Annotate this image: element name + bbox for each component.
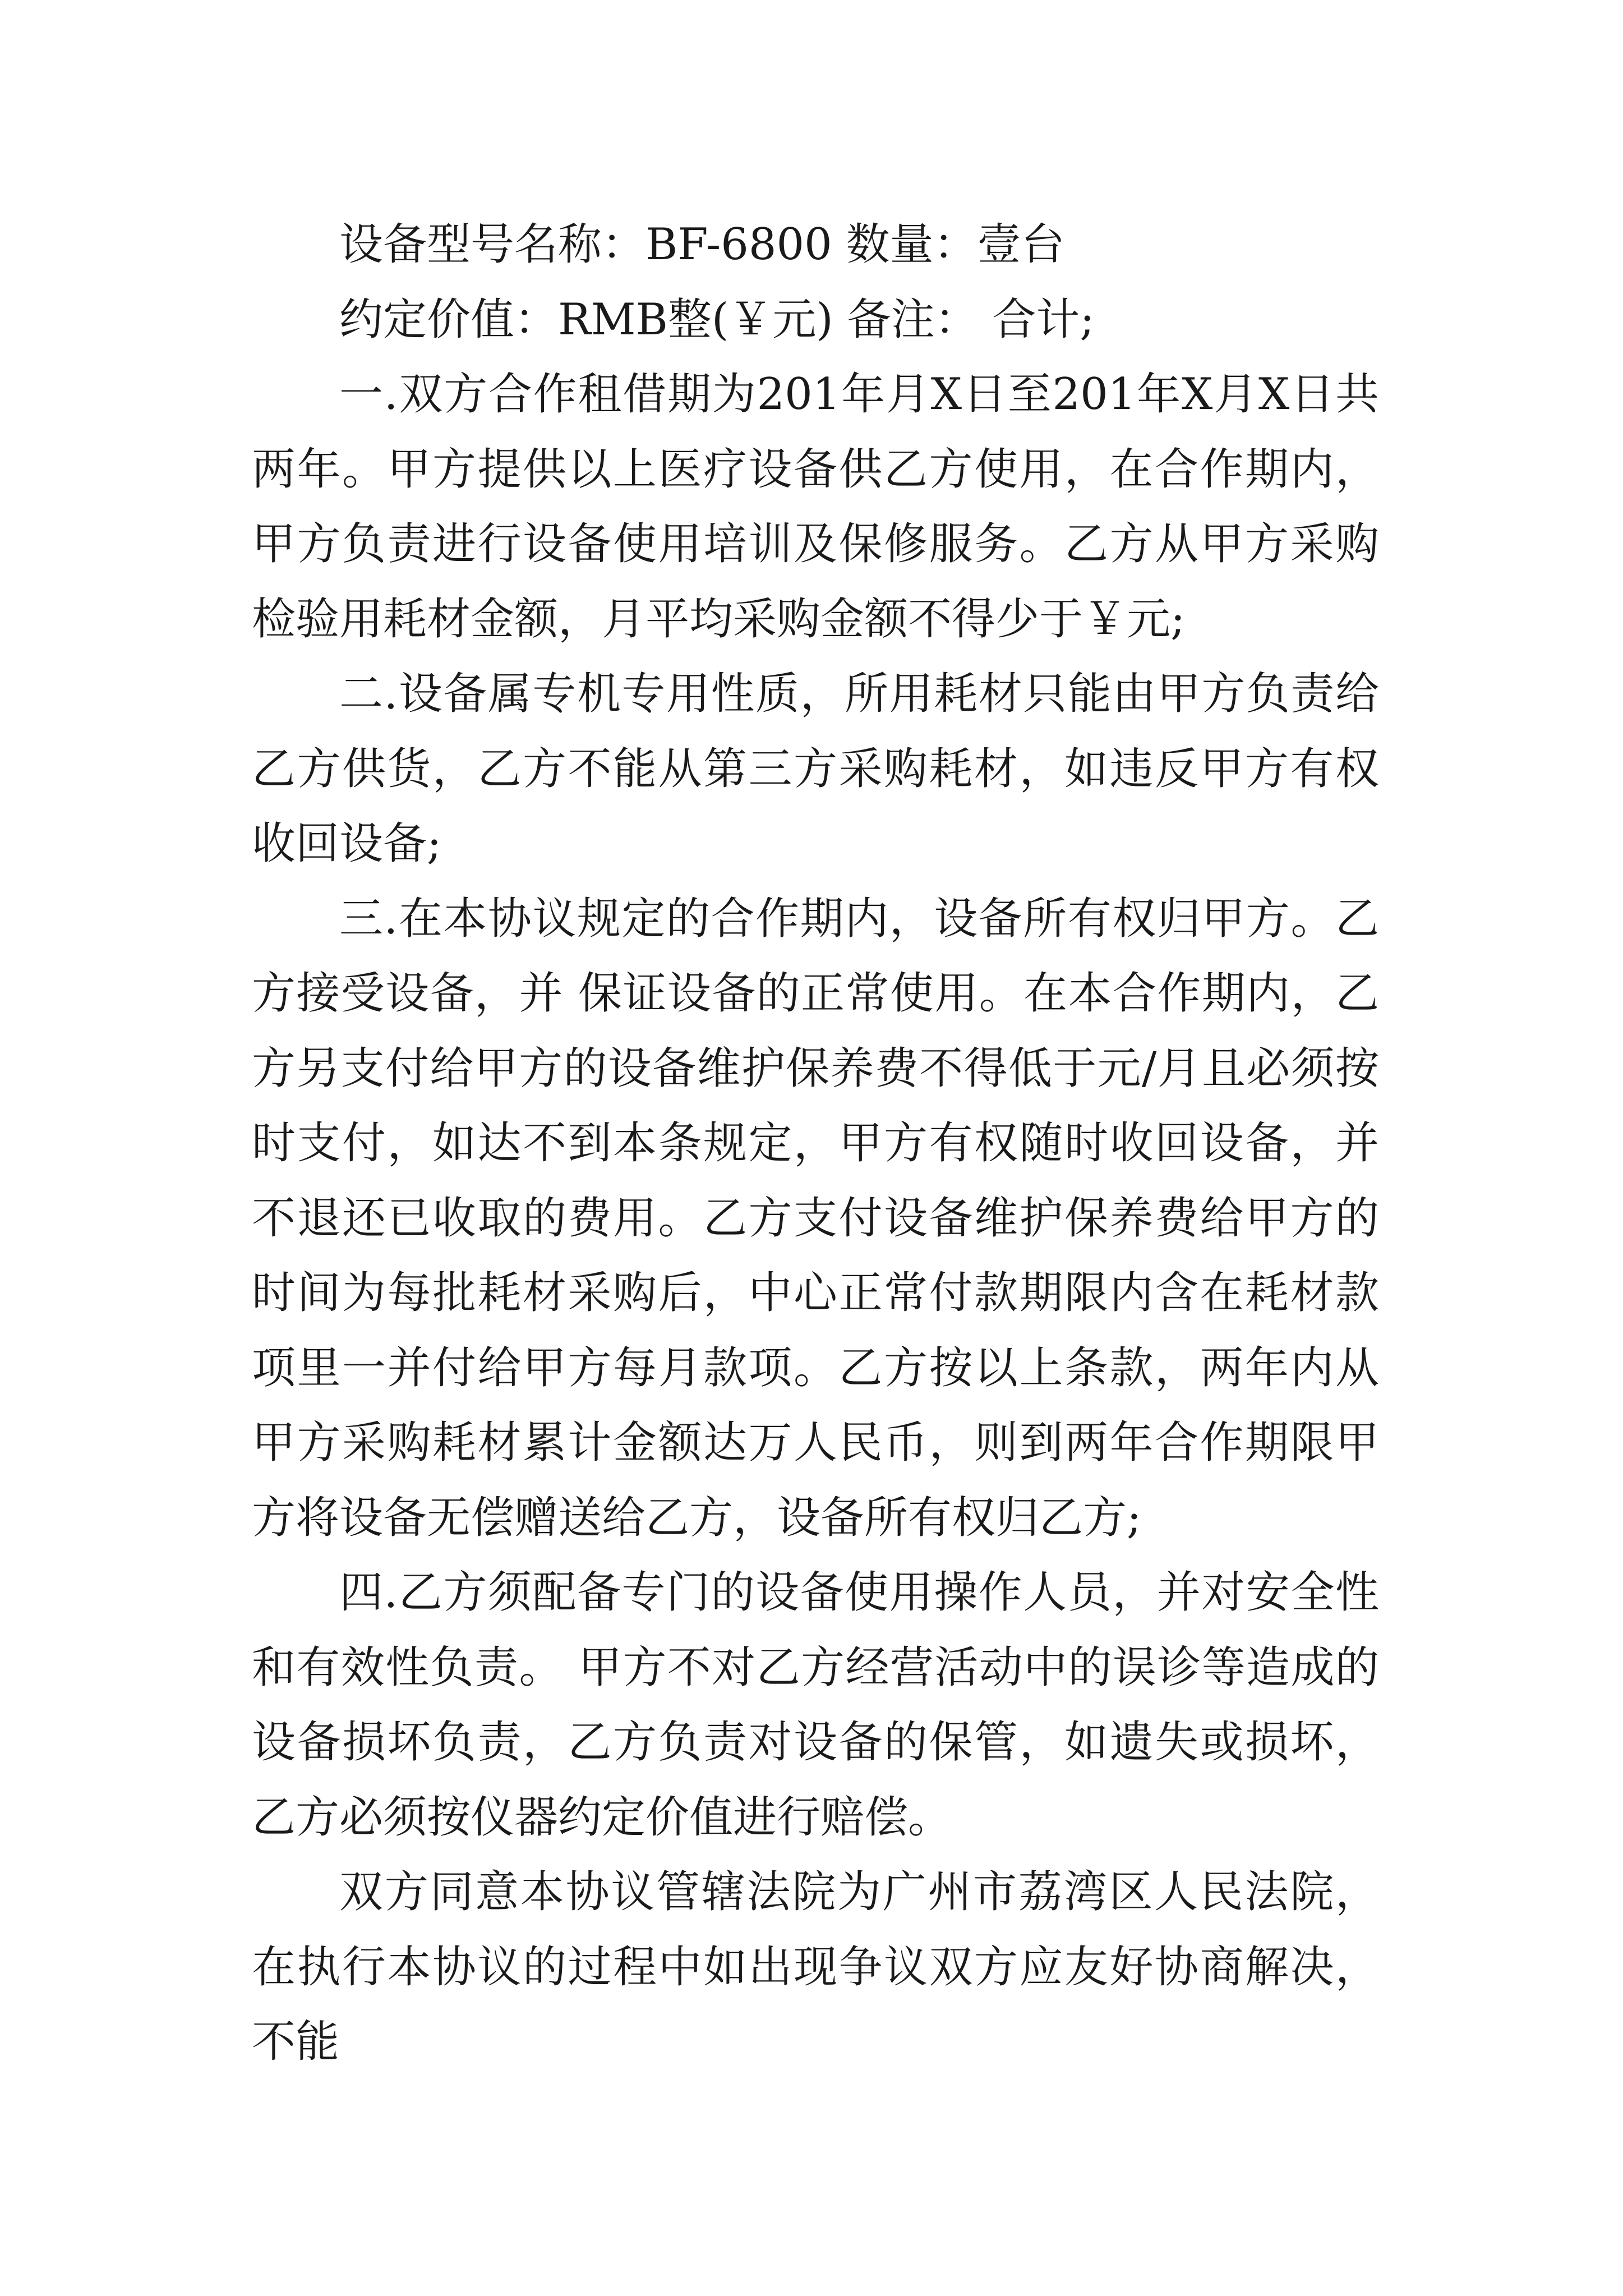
jurisdiction-paragraph: 双方同意本协议管辖法院为广州市荔湾区人民法院，在执行本协议的过程中如出现争议双方应友好协商解决，不能 bbox=[252, 1867, 1379, 2067]
clause-2-paragraph: 二.设备属专机专用性质，所用耗材只能由甲方负责给乙方供货，乙方不能从第三方采购耗材，如违反甲方有权收回设备; bbox=[252, 669, 1379, 869]
equipment-model-line: 设备型号名称：BF-6800 数量：壹台 bbox=[339, 219, 1065, 270]
document-body bbox=[252, 208, 1379, 2080]
clause-4-paragraph: 四.乙方须配备专门的设备使用操作人员，并对安全性和有效性负责。 甲方不对乙方经营活动中的误诊等造成的设备损坏负责，乙方负责对设备的保管，如遗失或损坏，乙方必须按仪器约定价值进行赔偿。 bbox=[252, 1567, 1379, 1843]
clause-3-paragraph: 三.在本协议规定的合作期内，设备所有权归甲方。乙方接受设备，并 保证设备的正常使用。在本合作期内，乙方另支付给甲方的设备维护保养费不得低于元/月且必须按时支付，如达不到本条规定，甲方有权随时收回设备，并不退还已收取的费用。乙方支付设备维护保养费给甲方的时间为每批耗材采购后，中心正常付款期限内含在耗材款项里一并付给甲方每月款项。乙方按以上条款，两年内从甲方采购耗材累计金额达万人民币，则到两年合作期限甲方将设备无偿赠送给乙方，设备所有权归乙方; bbox=[252, 893, 1379, 1543]
clause-1-paragraph: 一.双方合作租借期为201年月X日至201年X月X日共两年。甲方提供以上医疗设备供乙方使用，在合作期内，甲方负责进行设备使用培训及保修服务。乙方从甲方采购检验用耗材金额，月平均采购金额不得少于￥元; bbox=[252, 369, 1379, 645]
agreed-value-line: 约定价值：RMB整(￥元) 备注： 合计; bbox=[339, 294, 1095, 345]
